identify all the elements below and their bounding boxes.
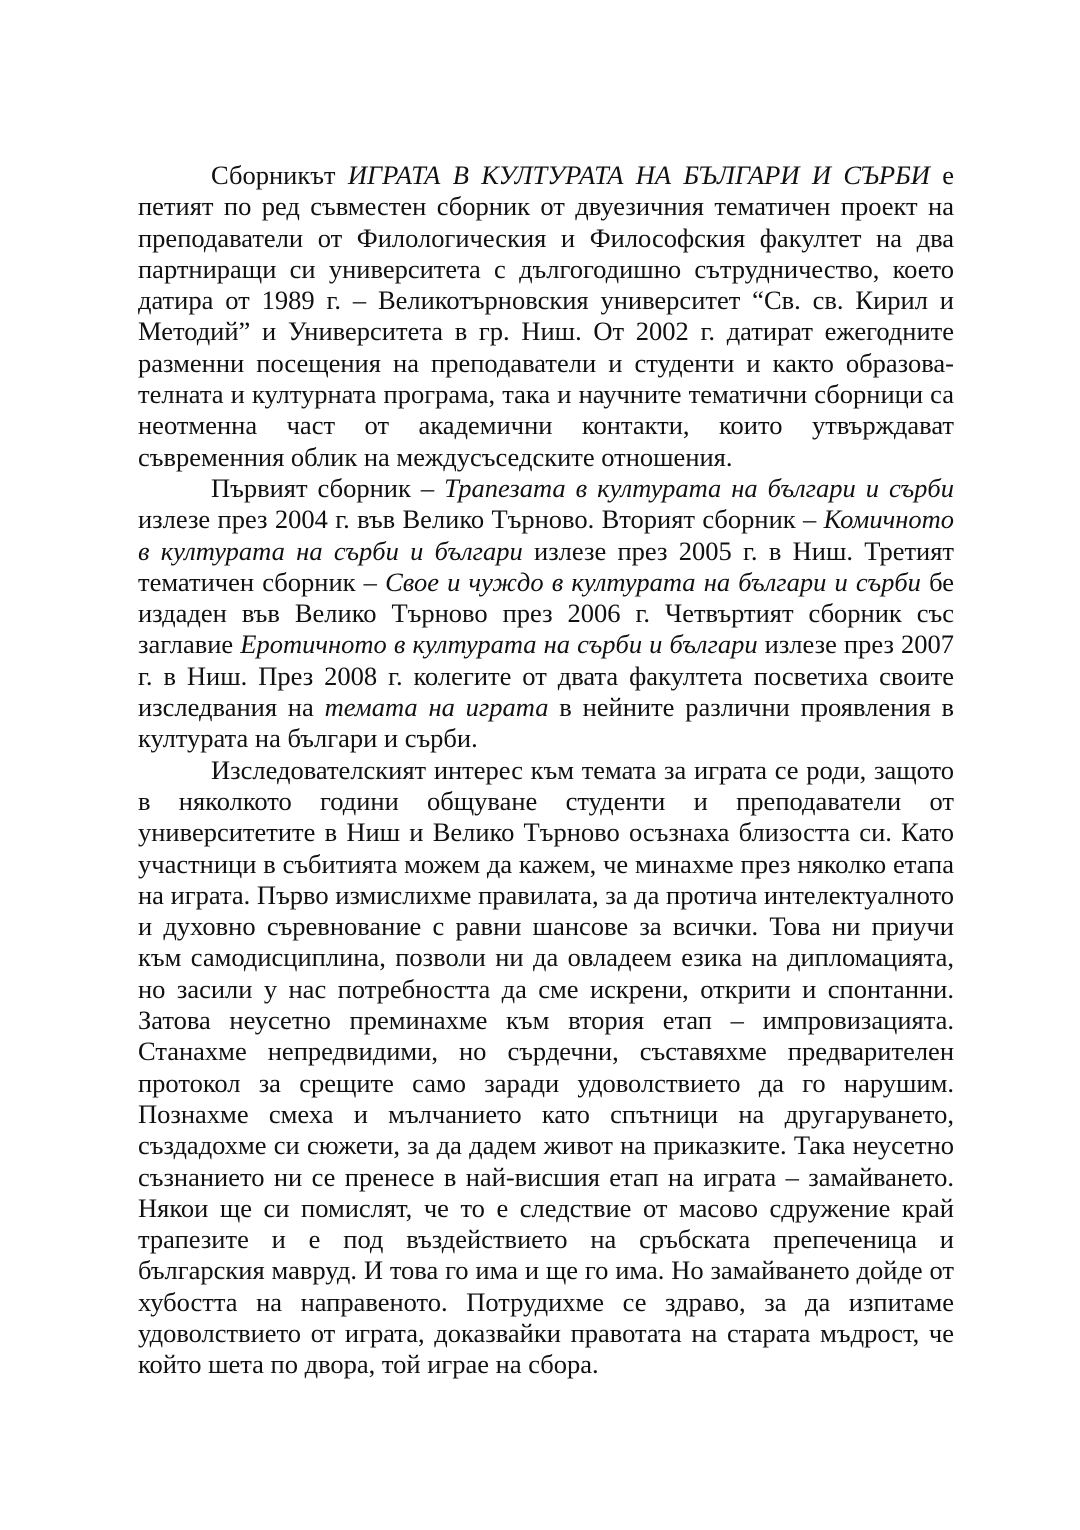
document-page	[138, 160, 954, 1381]
text-segment: излезе през 2004 г. във Велико Търново. Вторият сборник –	[138, 504, 824, 535]
paragraph-intro	[138, 160, 954, 473]
text-segment: Изследователският интерес към темата за играта се роди, защото в няколкото години общуване студенти и преподаватели от университетите в Ниш и Велико Търново осъзнаха близостта си. Като участници в събитията можем да кажем, че минахме през няколко етапа на играта. Първо измислихме правилата, за да протича интелектуалното и духовно съревнование с равни шансове за всички. Това ни приучи към самодисциплина, позволи ни да овладеем езика на дипломацията, но засили у нас потребността да сме искрени, открити и спонтанни. Затова неусетно преминахме към втория етап – импровизацията. Станахме непредвидими, но сърдечни, съставяхме предварителен протокол за срещите само заради удоволствието да го нарушим. Познахме смеха и мълчанието като спътници на другаруването, създадохме си сюжети, за да дадем живот на приказките. Така неусетно съзнанието ни се пренесе в най-висшия етап на играта – замайването. Някои ще си помислят, че то е следствие от масово сдружение край трапезите и е под въздействието на сръбската препеченица и българския мавруд. И това го има и ще го има. Но замайването дойде от хубостта на направеното. Потрудихме се здраво, за да изпитаме удоволствието от играта, доказвайки правотата на старата мъдрост, че който шета по двора, той играе на сбора.	[138, 754, 954, 1380]
text-segment: бе издаден във Велико Търново през 2006 г. Четвъртият сборник със заглавие	[138, 566, 954, 660]
book-title-italic: Еротичното в културата на сърби и българи	[240, 629, 758, 660]
paragraph-previous-collections	[138, 473, 954, 755]
text-segment: излезе през 2007 г. в Ниш. През 2008 г. колегите от двата факултета посветиха своите изследвания на	[138, 629, 954, 723]
text-segment: е петият по ред съвместен сборник от двуезичния тематичен проект на преподаватели от Филологическия и Философския факултет на два партниращи си университета с дългогодишно сътрудничество, което датира от 1989 г. – Великотърновския университет “Св. св. Кирил и Методий” и Университета в гр. Ниш. От 2002 г. датират ежегодните разменни посещения на преподаватели и студенти и както образователната и културната програма, така и научните тематични сборници са неотменна част от академични контакти, които утвърждават съвременния облик на междусъседските отношения.	[138, 160, 954, 472]
book-title-italic: Комичното в културата на сърби и българи	[138, 504, 954, 566]
text-segment: Сборникът	[211, 160, 348, 190]
text-segment: Първият сборник –	[211, 472, 445, 503]
text-segment: в нейните различни проявления в културата на българи и сърби.	[138, 692, 954, 754]
book-title-italic: ИГРАТА В КУЛТУРАТА НА БЪЛГАРИ И СЪРБИ	[347, 160, 930, 190]
topic-italic: темата на играта	[324, 692, 549, 723]
book-title-italic: Свое и чуждо в културата на българи и сърби	[385, 566, 921, 597]
paragraph-research-interest	[138, 755, 954, 1381]
book-title-italic: Трапезата в културата на българи и сърби	[444, 472, 954, 503]
text-segment: излезе през 2005 г. в Ниш. Третият тематичен сборник –	[138, 535, 954, 597]
